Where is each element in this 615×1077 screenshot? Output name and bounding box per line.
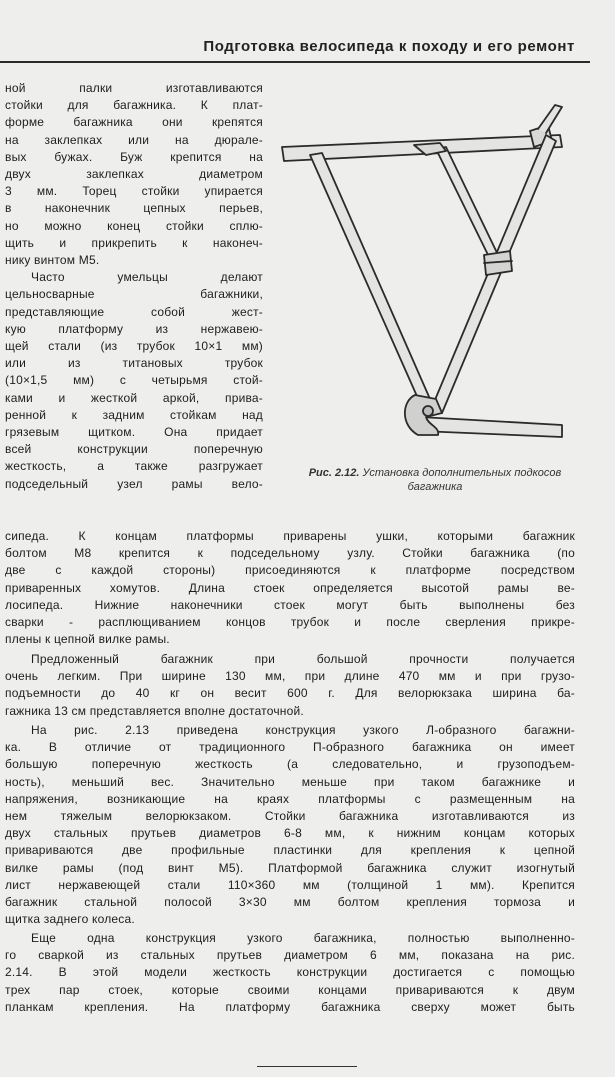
text-line: щей стали (из трубок 10×1 мм) — [5, 339, 263, 354]
paragraph-2 — [5, 651, 575, 720]
text-line: или из титановых трубок — [5, 356, 263, 371]
figure-caption-text: Установка дополнительных подкосов багажника — [362, 467, 562, 493]
text-line: двух заклепках диаметром — [5, 167, 263, 182]
figure-number: Рис. 2.12. — [308, 467, 360, 479]
text-line: жесткость, а также разгружает — [5, 459, 263, 474]
text-line: на заклепках или на дюрале- — [5, 132, 263, 147]
text-line: напряжения, возникающие на краях платформы с размещенным на — [5, 791, 575, 806]
text-line: кую платформу из нержавею- — [5, 321, 263, 336]
text-line: сварки - расплющиванием концов трубок и после сверления прикре- — [5, 615, 575, 630]
text-line: стойки для багажника. К плат- — [5, 98, 263, 113]
rack-strut-drawing — [270, 95, 600, 465]
left-column-text — [5, 80, 263, 493]
figure-bicycle-rack-struts — [270, 95, 600, 465]
text-line: подъемности до 40 кг он весит 600 г. Для велорюкзака ширина ба- — [5, 686, 575, 701]
text-line: 3 мм. Торец стойки упирается — [5, 184, 263, 199]
text-line: ками и жесткой аркой, прива- — [5, 390, 263, 405]
text-line: багажник стальной полосой 3×30 мм болтом крепления тормоза и — [5, 895, 575, 910]
text-line: вилке рамы (под винт М5). Платформой багажника служит изогнутый — [5, 860, 575, 875]
text-line: нем тяжелым велорюкзаком. Стойки багажника изготавливаются из — [5, 809, 575, 824]
text-line: подседельный узел рамы вело- — [5, 476, 263, 491]
text-line: но можно конец стойки сплю- — [5, 218, 263, 233]
text-line: го сваркой из стальных прутьев диаметром 6 мм, показана на рис. — [5, 948, 575, 963]
text-line: щитка заднего колеса. — [5, 912, 135, 927]
text-line: грязевым щитком. Она придает — [5, 425, 263, 440]
paragraph-1-continuation — [5, 528, 575, 648]
text-line: ренной к задним стойкам над — [5, 407, 263, 422]
text-line: болтом М8 крепится к подседельному узлу. Стойки багажника (по — [5, 546, 575, 561]
text-line: представляющие собой жест- — [5, 304, 263, 319]
text-line: очень легким. При ширине 130 мм, при длине 470 мм и при грузо- — [5, 669, 575, 684]
running-header: Подготовка велосипеда к походу и его ремонт — [203, 38, 575, 55]
text-line: лосипеда. Нижние наконечники стоек могут быть выполнены без — [5, 597, 575, 612]
text-line: сипеда. К концам платформы приварены ушки, которыми багажник — [5, 529, 575, 543]
footer-rule — [257, 1066, 357, 1067]
text-line: (10×1,5 мм) с четырьмя стой- — [5, 373, 263, 388]
text-line: форме багажника они крепятся — [5, 115, 263, 130]
text-line: вых бужах. Буж крепится на — [5, 149, 263, 164]
text-line: ка. В отличие от традиционного П-образного багажника он имеет — [5, 740, 575, 755]
text-line: две с каждой стороны) присоединяются к платформе посредством — [5, 563, 575, 578]
header-rule — [0, 61, 590, 63]
text-line: Предложенный багажник при большой прочности получается — [31, 652, 575, 666]
text-line: ность), меньший вес. Значительно меньше при таком багажнике и — [5, 774, 575, 789]
text-line: ной палки изготавливаются — [5, 81, 263, 95]
text-line: всей конструкции поперечную — [5, 442, 263, 457]
text-line: гажника 13 см представляется вполне достаточной. — [5, 703, 304, 718]
text-line: лист нержавеющей стали 110×360 мм (толщиной 1 мм). Крепится — [5, 877, 575, 892]
figure-caption — [290, 466, 580, 494]
text-line: На рис. 2.13 приведена конструкция узкого Л-образного багажни- — [31, 723, 575, 737]
text-line: приваренных хомутов. Длина стоек определяется высотой рамы ве- — [5, 580, 575, 595]
text-line: плены к цепной вилке рамы. — [5, 632, 170, 647]
text-line: цельносварные багажники, — [5, 287, 263, 302]
text-line: большую поперечную жесткость (а следовательно, и грузоподъем- — [5, 757, 575, 772]
text-line: нику винтом М5. — [5, 253, 100, 268]
text-line: щить и прикрепить к наконеч- — [5, 235, 263, 250]
text-line: двух стальных прутьев диаметров 6-8 мм, к нижним концам которых — [5, 826, 575, 841]
text-line: привариваются две профильные пластинки для крепления к цепной — [5, 843, 575, 858]
text-line: Еще одна конструкция узкого багажника, полностью выполненно- — [31, 931, 575, 945]
text-line: Часто умельцы делают — [31, 270, 263, 285]
text-line: в наконечник цепных перьев, — [5, 201, 263, 216]
text-line: трех пар стоек, которые своими концами привариваются к двум — [5, 982, 575, 997]
paragraph-3 — [5, 722, 575, 928]
text-line: планкам крепления. На платформу багажника сверху может быть — [5, 999, 575, 1014]
paragraph-4 — [5, 930, 575, 1016]
text-line: 2.14. В этой модели жесткость конструкции достигается с помощью — [5, 965, 575, 980]
